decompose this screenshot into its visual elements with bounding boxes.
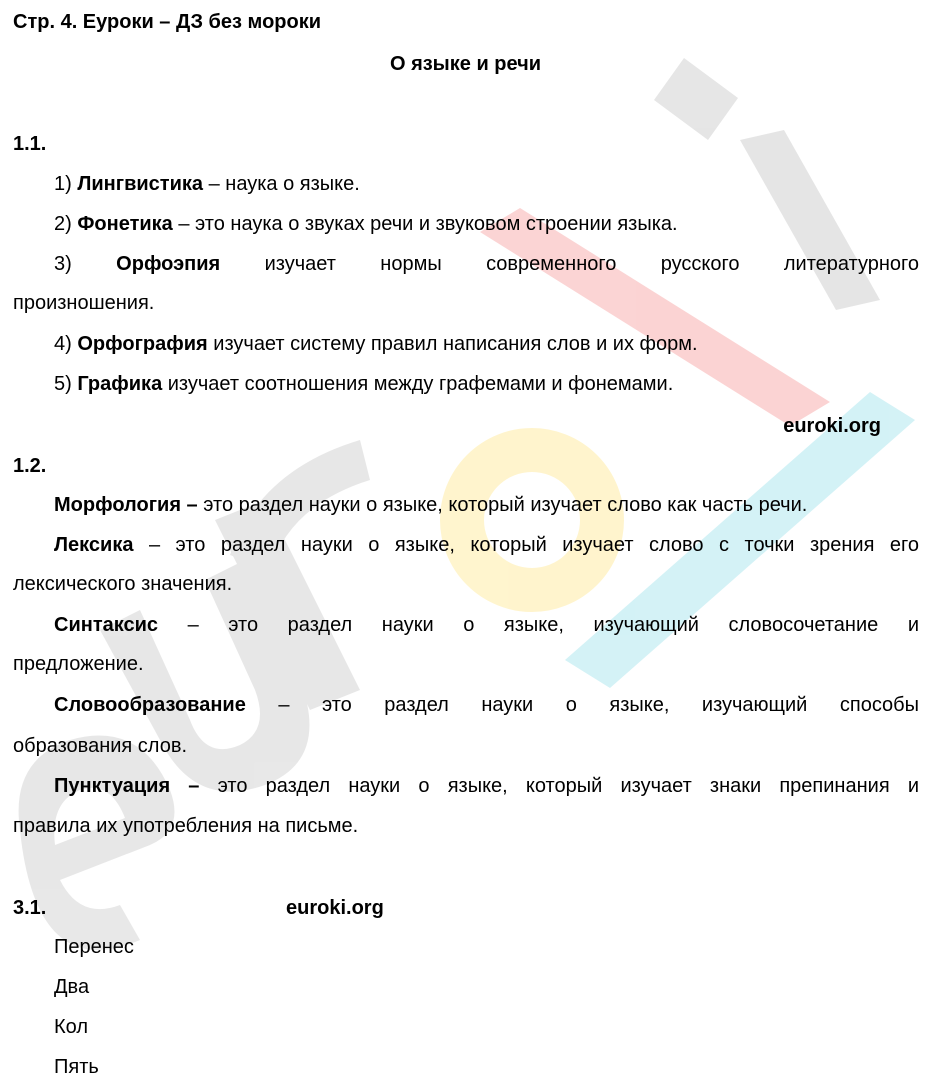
page-title: О языке и речи xyxy=(389,53,542,75)
section-number-1-1: 1.1. xyxy=(13,133,47,155)
term: Лексика xyxy=(54,534,134,556)
definition: – наука о языке. xyxy=(203,173,360,195)
list-item xyxy=(54,372,919,396)
definition: это раздел науки о языке, который изучает слово как часть речи. xyxy=(197,494,808,516)
list-item xyxy=(54,252,919,276)
word-item: Перенес xyxy=(54,936,134,958)
definition: – это наука о звуках речи и звуковом строении языка. xyxy=(172,213,678,235)
item-prefix: 1) xyxy=(54,173,78,195)
section-number-3-1: 3.1. xyxy=(13,897,47,919)
page-header: Стр. 4. Еуроки – ДЗ без мороки xyxy=(13,11,322,33)
term: Графика xyxy=(77,373,163,395)
item-prefix: 3) xyxy=(54,253,117,275)
list-item xyxy=(54,212,919,236)
list-item xyxy=(54,172,919,196)
definition: изучает соотношения между графемами и фонемами. xyxy=(162,373,674,395)
term: Лингвистика xyxy=(77,173,204,195)
list-item xyxy=(54,493,919,517)
term: Словообразование xyxy=(54,694,246,716)
site-label: euroki.org xyxy=(286,897,384,919)
definition-continuation: правила их употребления на письме. xyxy=(13,815,359,837)
item-prefix: 5) xyxy=(54,373,78,395)
item-prefix: 2) xyxy=(54,213,78,235)
word-item: Кол xyxy=(54,1016,89,1038)
section-number-1-2: 1.2. xyxy=(13,455,47,477)
term: Фонетика xyxy=(77,213,173,235)
term: Орфоэпия xyxy=(116,253,221,275)
site-label: euroki.org xyxy=(783,415,881,437)
list-item xyxy=(54,693,919,717)
list-item xyxy=(54,774,919,798)
definition-continuation: лексического значения. xyxy=(13,573,233,595)
list-item xyxy=(54,613,919,637)
definition-continuation: предложение. xyxy=(13,653,144,675)
definition: изучает систему правил написания слов и их форм. xyxy=(207,333,698,355)
definition: – это раздел науки о языке, изучающий способы xyxy=(245,694,919,716)
word-item: Пять xyxy=(54,1056,99,1078)
term: Синтаксис xyxy=(54,614,159,636)
list-item xyxy=(54,533,919,557)
definition: изучает нормы современного русского литературного xyxy=(220,253,919,275)
item-prefix: 4) xyxy=(54,333,78,355)
definition: – это раздел науки о языке, изучающий словосочетание и xyxy=(158,614,919,636)
term: Морфология – xyxy=(54,494,198,516)
term: Орфография xyxy=(77,333,208,355)
definition-continuation: образования слов. xyxy=(13,735,187,757)
definition: – это раздел науки о языке, который изучает слово с точки зрения его xyxy=(133,534,919,556)
term: Пунктуация – xyxy=(54,775,200,797)
definition: это раздел науки о языке, который изучает знаки препинания и xyxy=(199,775,919,797)
word-item: Два xyxy=(54,976,90,998)
definition-continuation: произношения. xyxy=(13,292,155,314)
list-item xyxy=(54,332,919,356)
